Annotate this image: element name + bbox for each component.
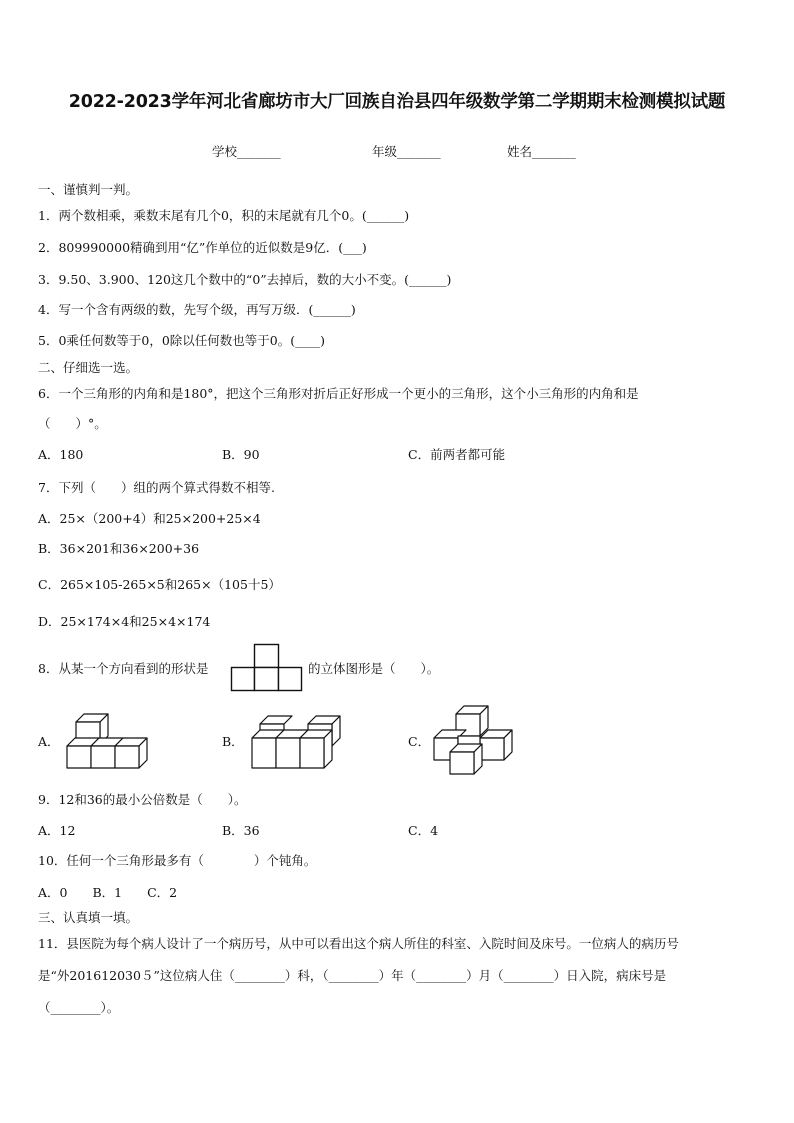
- question-11-line-3: （________）。: [38, 1000, 120, 1015]
- question-6-option-b: B．90: [222, 447, 260, 462]
- question-7: 7．下列（ ）组的两个算式得数不相等.: [38, 480, 275, 495]
- question-8-option-a: A．: [38, 734, 60, 749]
- question-3: 3．9.50、3.900、120这几个数中的“0”去掉后，数的大小不变。(______): [38, 272, 452, 287]
- q8-option-c-cube-figure: [430, 704, 516, 778]
- question-6-line-1: 6．一个三角形的内角和是180°，把这个三角形对折后正好形成一个更小的三角形，这个小三角形的内角和是: [38, 386, 639, 401]
- question-7-option-a: A．25×（200+4）和25×200+25×4: [38, 511, 261, 526]
- question-9-option-a: A．12: [38, 823, 76, 838]
- question-8-option-c: C．: [408, 734, 431, 749]
- question-10: 10．任何一个三角形最多有（ ）个钝角。: [38, 853, 317, 868]
- grade-field[interactable]: 年级_______: [372, 144, 441, 159]
- question-2: 2．809990000精确到用“亿”作单位的近似数是9亿．(___): [38, 240, 367, 255]
- q8-view-shape-figure: [230, 643, 304, 693]
- question-5: 5．0乘任何数等于0，0除以任何数也等于0。(____): [38, 333, 326, 348]
- q8-option-b-cube-figure: [246, 712, 346, 772]
- question-1: 1．两个数相乘，乘数末尾有几个0，积的末尾就有几个0。(______): [38, 208, 410, 223]
- question-9: 9．12和36的最小公倍数是（ ）。: [38, 792, 247, 807]
- question-6-line-2: （ ）°。: [38, 416, 107, 431]
- section-heading-2: 二、仔细选一选。: [38, 360, 139, 375]
- question-7-option-d: D．25×174×4和25×4×174: [38, 614, 211, 629]
- question-11-line-2: 是“外201612030５”这位病人住（________）科，（________）年（________）月（________）日入院，病床号是: [38, 968, 667, 983]
- question-8-suffix: 的立体图形是（ ）。: [308, 661, 440, 676]
- question-9-option-c: C．4: [408, 823, 439, 838]
- question-9-option-b: B．36: [222, 823, 260, 838]
- question-8-prefix: 8．从某一个方向看到的形状是: [38, 661, 209, 676]
- question-6-option-c: C．前两者都可能: [408, 447, 506, 462]
- q8-option-a-cube-figure: [62, 712, 156, 772]
- question-4: 4．写一个含有两级的数，先写个级，再写万级．(______): [38, 302, 356, 317]
- question-11-line-1: 11．县医院为每个病人设计了一个病历号，从中可以看出这个病人所住的科室、入院时间及床号。一位病人的病历号: [38, 936, 679, 951]
- page-title: 2022-2023学年河北省廊坊市大厂回族自治县四年级数学第二学期期末检测模拟试题: [68, 92, 726, 112]
- school-field[interactable]: 学校_______: [212, 144, 281, 159]
- section-heading-1: 一、谨慎判一判。: [38, 182, 139, 197]
- section-heading-3: 三、认真填一填。: [38, 910, 139, 925]
- question-7-option-c: C．265×105-265×5和265×（105十5）: [38, 577, 281, 592]
- question-6-option-a: A．180: [38, 447, 84, 462]
- name-field[interactable]: 姓名_______: [507, 144, 576, 159]
- question-10-options: A．0 B．1 C．2: [38, 885, 178, 900]
- question-7-option-b: B．36×201和36×200+36: [38, 541, 200, 556]
- question-8-option-b: B．: [222, 734, 244, 749]
